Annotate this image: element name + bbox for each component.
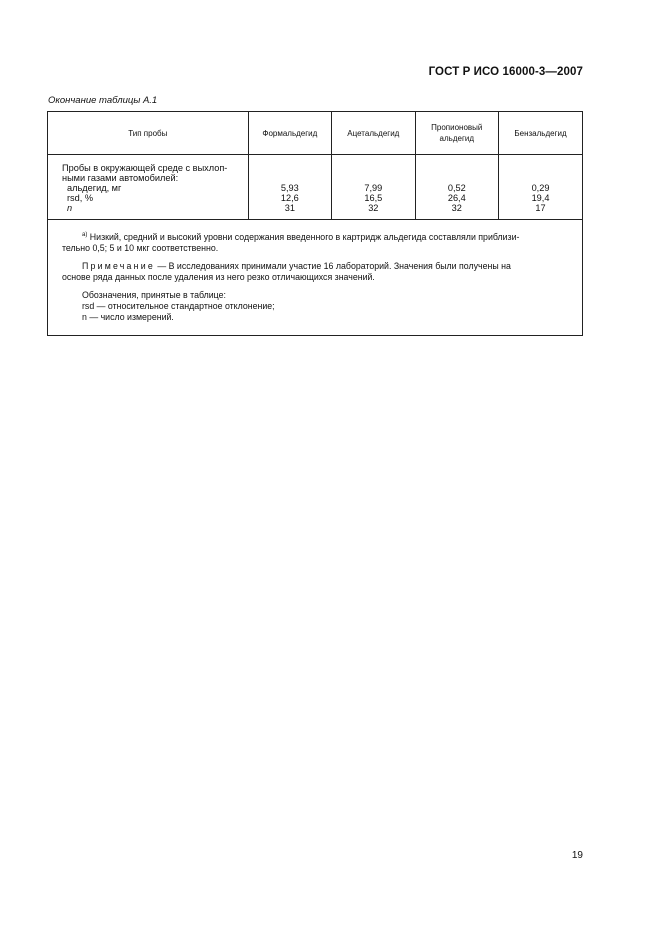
note bbox=[62, 260, 572, 283]
value-mass: 0,29 bbox=[531, 183, 550, 193]
table-caption: Окончание таблицы А.1 bbox=[48, 95, 158, 106]
header-propionaldehyde: Пропионовый альдегид bbox=[415, 112, 498, 155]
metric-mass: альдегид, мг bbox=[67, 183, 122, 193]
table-header-row bbox=[48, 112, 582, 155]
values-propionaldehyde bbox=[415, 155, 498, 220]
table-row bbox=[48, 155, 582, 220]
sample-type-line2: ными газами автомобилей: bbox=[62, 173, 179, 183]
header-acetaldehyde: Ацетальдегид bbox=[332, 112, 415, 155]
value-n: 17 bbox=[535, 203, 546, 213]
metric-rsd: rsd, % bbox=[67, 193, 94, 203]
data-table bbox=[47, 111, 583, 336]
values-acetaldehyde bbox=[332, 155, 415, 220]
value-rsd: 26,4 bbox=[447, 193, 466, 203]
legend-title: Обозначения, принятые в таблице: bbox=[82, 289, 226, 300]
metric-n: n bbox=[67, 203, 73, 213]
value-mass: 0,52 bbox=[447, 183, 466, 193]
value-mass: 5,93 bbox=[280, 183, 299, 193]
note-label: Примечание bbox=[82, 260, 155, 271]
footnote-line2: тельно 0,5; 5 и 10 мкг соответственно. bbox=[62, 242, 219, 253]
footnote bbox=[62, 230, 572, 254]
legend-item-n: n — число измерений. bbox=[82, 311, 174, 322]
sample-type-line1: Пробы в окружающей среде с выхлоп- bbox=[62, 163, 228, 173]
value-rsd: 12,6 bbox=[280, 193, 299, 203]
header-formaldehyde: Формальдегид bbox=[248, 112, 331, 155]
note-line2: основе ряда данных после удаления из него резко отличающихся значений. bbox=[62, 271, 375, 282]
header-sample-type: Тип пробы bbox=[48, 112, 248, 155]
value-n: 31 bbox=[284, 203, 295, 213]
footnote-mark: a) bbox=[82, 232, 88, 238]
note-line1: — В исследованиях принимали участие 16 лабораторий. Значения были получены на bbox=[154, 260, 511, 271]
value-n: 32 bbox=[368, 203, 379, 213]
standard-code: ГОСТ Р ИСО 16000-3—2007 bbox=[428, 66, 583, 78]
value-mass: 7,99 bbox=[364, 183, 383, 193]
footnote-line1: Низкий, средний и высокий уровни содержания введенного в картридж альдегида составляли приблизи- bbox=[89, 231, 520, 242]
sample-type-cell bbox=[48, 155, 248, 220]
table-notes bbox=[48, 219, 582, 335]
values-benzaldehyde bbox=[499, 155, 582, 220]
legend bbox=[82, 290, 572, 323]
value-rsd: 19,4 bbox=[531, 193, 550, 203]
legend-item-rsd: rsd — относительное стандартное отклонение; bbox=[82, 300, 275, 311]
page-number: 19 bbox=[571, 850, 583, 861]
value-rsd: 16,5 bbox=[364, 193, 383, 203]
value-n: 32 bbox=[451, 203, 462, 213]
values-formaldehyde bbox=[248, 155, 331, 220]
header-benzaldehyde: Бензальдегид bbox=[499, 112, 582, 155]
